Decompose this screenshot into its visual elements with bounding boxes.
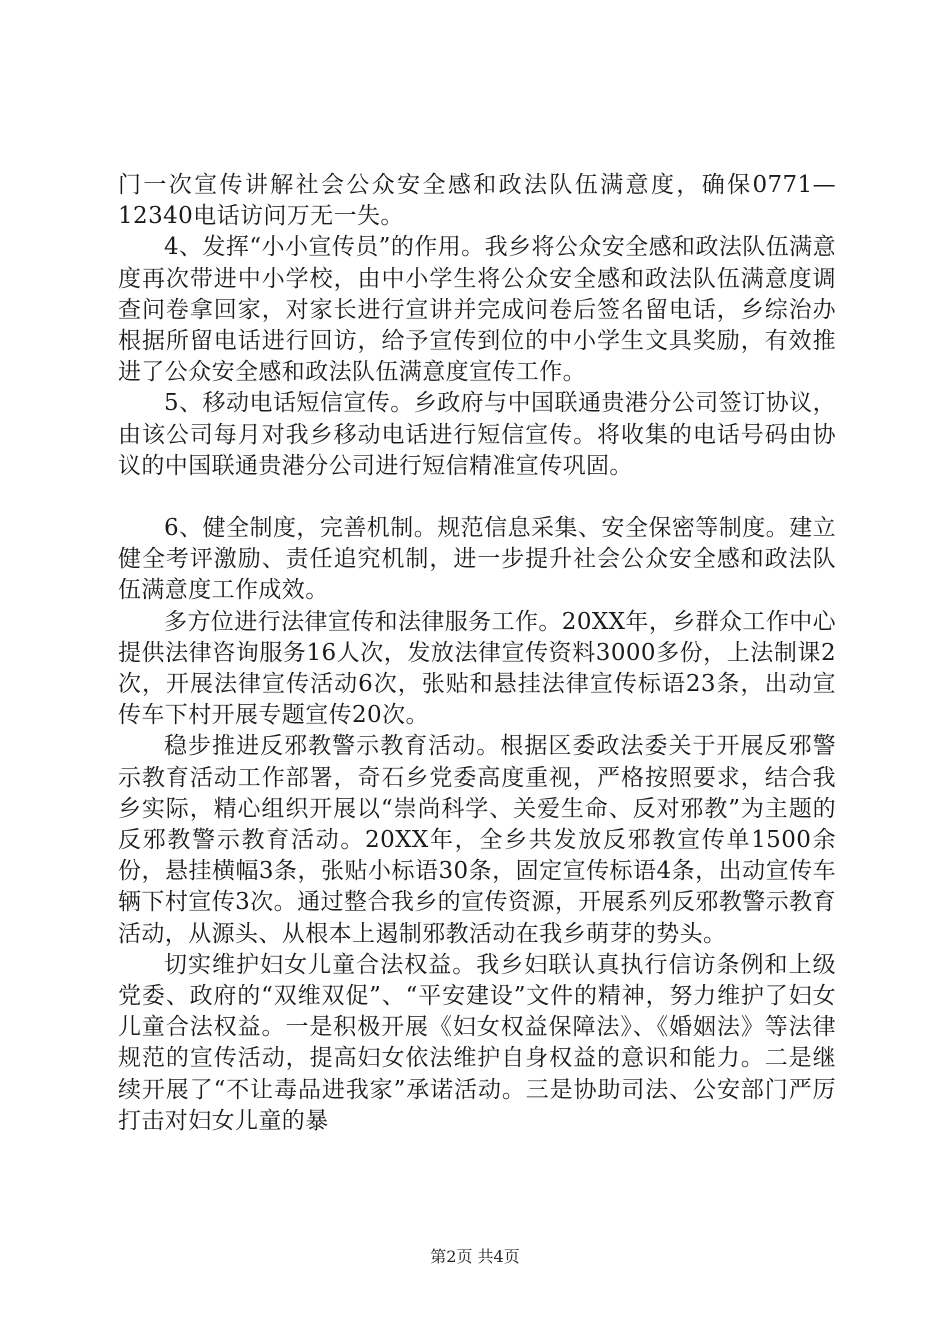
paragraph-anti-cult: 稳步推进反邪教警示教育活动。根据区委政法委关于开展反邪警示教育活动工作部署，奇石乡党委高度重视，严格按照要求，结合我乡实际，精心组织开展以“崇尚科学、关爱生命、反对邪教”为主题的反邪教警示教育活动。20XX年，全乡共发放反邪教宣传单1500余份，悬挂横幅3条，张贴小标语30条，固定宣传标语4条，出动宣传车辆下村宣传3次。通过整合我乡的宣传资源，开展系列反邪教警示教育活动，从源头、从根本上遏制邪教活动在我乡萌芽的势头。	[118, 733, 836, 947]
paragraph-gap	[118, 482, 836, 513]
document-body	[118, 170, 836, 1137]
page-number-footer: 第2页 共4页	[430, 1247, 520, 1266]
paragraph-item-4: 4、发挥“小小宣传员”的作用。我乡将公众安全感和政法队伍满意度再次带进中小学校，由中小学生将公众安全感和政法队伍满意度调查问卷拿回家，对家长进行宣讲并完成问卷后签名留电话，乡综治办根据所留电话进行回访，给予宣传到位的中小学生文具奖励，有效推进了公众安全感和政法队伍满意度宣传工作。	[118, 234, 836, 386]
paragraph-women-children: 切实维护妇女儿童合法权益。我乡妇联认真执行信访条例和上级党委、政府的“双维双促”、“平安建设”文件的精神，努力维护了妇女儿童合法权益。一是积极开展《妇女权益保障法》、《婚姻法》等法律规范的宣传活动，提高妇女依法维护自身权益的意识和能力。二是继续开展了“不让毒品进我家”承诺活动。三是协助司法、公安部门严厉打击对妇女儿童的暴	[118, 951, 836, 1134]
paragraph-continuation: 门一次宣传讲解社会公众安全感和政法队伍满意度，确保0771—12340电话访问万无一失。	[118, 172, 836, 230]
paragraph-item-5: 5、移动电话短信宣传。乡政府与中国联通贵港分公司签订协议，由该公司每月对我乡移动电话进行短信宣传。将收集的电话号码由协议的中国联通贵港分公司进行短信精准宣传巩固。	[118, 390, 836, 479]
paragraph-item-6: 6、健全制度，完善机制。规范信息采集、安全保密等制度。建立健全考评激励、责任追究机制，进一步提升社会公众安全感和政法队伍满意度工作成效。	[118, 515, 836, 604]
paragraph-legal-publicity: 多方位进行法律宣传和法律服务工作。20XX年，乡群众工作中心提供法律咨询服务16人次，发放法律宣传资料3000多份，上法制课2次，开展法律宣传活动6次，张贴和悬挂法律宣传标语23条，出动宣传车下村开展专题宣传20次。	[118, 608, 837, 729]
